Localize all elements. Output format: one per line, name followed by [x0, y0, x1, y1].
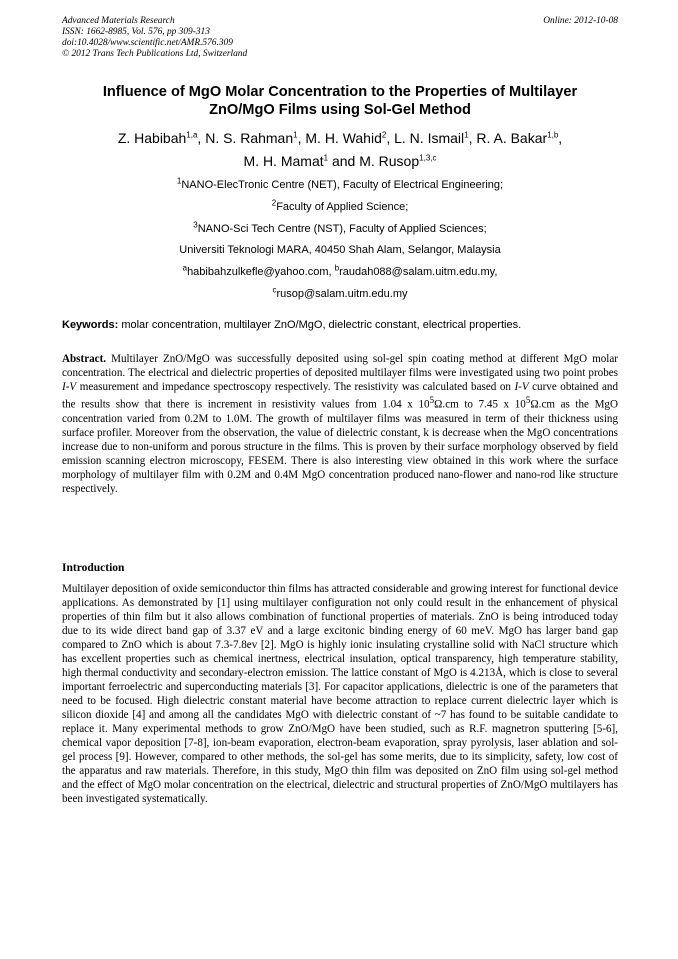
journal-name: Advanced Materials Research: [62, 16, 175, 26]
online-date: Online: 2012-10-08: [543, 16, 618, 26]
author-name: R. A. Bakar: [476, 130, 548, 146]
paper-title: [62, 83, 618, 119]
abstract-text: Multilayer ZnO/MgO was successfully deposited using sol-gel spin coating method at different MgO molar concentration. The electrical and dielectric properties of deposited multilayer films were investigated using two point probes: [62, 353, 618, 379]
author-name: L. N. Ismail: [394, 130, 465, 146]
abstract-iv: I-V: [514, 381, 529, 393]
email-mark: b: [334, 263, 340, 273]
abstract: [62, 352, 618, 496]
author-affil-mark: 1: [293, 130, 298, 140]
author-name: M. H. Mamat: [243, 153, 324, 169]
title-line-2: ZnO/MgO Films using Sol-Gel Method: [209, 102, 471, 118]
author-affil-mark: 1: [323, 153, 329, 163]
email-mark: a: [182, 263, 188, 273]
abstract-iv: I-V: [62, 381, 77, 393]
abstract-text: measurement and impedance spectroscopy respectively. The resistivity was calculated based on: [79, 381, 511, 393]
abstract-text: curve obtained and the results show that there is increment in resistivity values from 1.04 x 10: [62, 381, 618, 411]
email-mark: c: [272, 285, 277, 295]
exponent: 5: [525, 396, 531, 406]
abstract-text: Ω.cm to 7.45 x 10: [434, 398, 526, 411]
affil-text: Faculty of Applied Science;: [276, 200, 409, 213]
affiliation-3: [62, 219, 618, 241]
email-line-1: [62, 262, 618, 284]
author-list: Z. Habibah$^{1,a}$, N. S. Rahman$^1$, M. H. Wahid$^2$, L. N. Ismail$^1$, R. A. Bakar$^{1,b}$, M. H. Mamat$^1$ and M. Rusop$^{1,3,c}$: [117, 130, 563, 169]
keywords-text: molar concentration, multilayer ZnO/MgO, dielectric constant, electrical properties.: [121, 319, 522, 331]
affil-mark: 2: [271, 198, 277, 208]
author-name: M. Rusop: [359, 153, 420, 169]
author-name: N. S. Rahman: [205, 130, 294, 146]
author-and: and: [331, 153, 356, 169]
author-affil-mark: 1,a: [186, 130, 198, 140]
introduction-body: [62, 582, 618, 806]
email-link[interactable]: raudah088@salam.uitm.edu.my,: [339, 266, 498, 279]
author-affil-mark: 1: [464, 130, 469, 140]
affiliations: [62, 175, 618, 306]
email-link[interactable]: rusop@salam.uitm.edu.my: [276, 287, 408, 300]
affil-mark: 1: [176, 176, 182, 186]
author-affil-mark: 1,3,c: [419, 153, 437, 163]
journal-issn: ISSN: 1662-8985, Vol. 576, pp 309-313: [62, 27, 210, 37]
title-line-1: Influence of MgO Molar Concentration to the Properties of Multilayer: [102, 84, 578, 100]
abstract-label: Abstract.: [62, 353, 107, 365]
affil-text: NANO-ElecTronic Centre (NET), Faculty of Electrical Engineering;: [181, 179, 504, 191]
author-affil-mark: 1,b: [547, 130, 559, 140]
keywords-label: Keywords:: [62, 319, 119, 331]
journal-copyright: © 2012 Trans Tech Publications Ltd, Switzerland: [62, 49, 248, 59]
journal-doi: doi:10.4028/www.scientific.net/AMR.576.309: [62, 38, 233, 48]
introduction-paragraph: Multilayer deposition of oxide semiconductor thin films has attracted considerable and growing interest for functional device applications. As demonstrated by [1] using multilayer configuration not only could result in the enhancement of physical properties of thin film but it also allows combination of functional properties of materials. ZnO is being introduced today due to its wide direct band gap of 3.37 eV and a large excitonic binding energy of 60 meV. MgO has larger band gap compared to ZnO which is about 7.3-7.8ev [2]. MgO is highly ionic insulating crystalline solid with NaCl structure which has excellent properties such as chemical inertness, electrical insulation, optical transparency, high temperature stability, high thermal conductivity and secondary-electron emission. The lattice constant of MgO is 4.213Å, which is close to several important ferroelectric and superconducting materials [3]. For capacitor applications, dielectric is one of the parameters that need to be focused. High dielectric constant material have become attraction to replace current dielectric layer which is silicon dioxide [4] and among all the candidates MgO with dielectric constant of ~7 has found to be suitable candidate to replace it. Many experimental methods to grow ZnO/MgO have been studied, such as R.F. magnetron sputtering [5-6], chemical vapor deposition [7-8], ion-beam evaporation, electron-beam evaporation, spray pyrolysis, laser ablation and sol-gel process [9]. However, compared to other methods, the sol-gel has some merits, due to its simplicity, safety, low cost of the apparatus and raw materials. Therefore, in this study, MgO thin film was deposited on ZnO film using sol-gel method and the effect of MgO molar concentration on the electrical, dielectric and structural properties of ZnO/MgO multilayers has been investigated systematically.: [62, 583, 618, 805]
keywords: [62, 318, 618, 332]
affiliation-university: Universiti Teknologi MARA, 40450 Shah Alam, Selangor, Malaysia: [179, 244, 501, 257]
abstract-text: Ω.cm as the MgO concentration varied from 0.2M to 1.0M. The growth of multilayer films was measured in term of their thickness using surface profiler. Moreover from the observation, the value of dielectric constant, k is decrease when the MgO concentrations increase due to non-uniform and porous structure in the films. This is proven by their surface morphology observed by field emission scanning electron microscopy, FESEM. There is also interesting view obtained in this work where the surface morphology of multilayer film with 0.2M and 0.4M MgO concentration produced nano-flower and nano-rod like structure respectively.: [62, 398, 618, 495]
affil-mark: 3: [193, 219, 198, 229]
author-name: M. H. Wahid: [305, 130, 382, 146]
email-link[interactable]: habibahzulkefle@yahoo.com,: [187, 266, 332, 279]
exponent: 5: [429, 396, 435, 406]
journal-header: [62, 16, 618, 60]
author-name: Z. Habibah: [117, 130, 187, 146]
email-line-2: [62, 284, 618, 306]
section-heading-introduction: Introduction: [62, 562, 125, 574]
affil-text: NANO-Sci Tech Centre (NST), Faculty of Applied Sciences;: [197, 222, 487, 235]
author-affil-mark: 2: [381, 130, 387, 140]
affiliation-1: [62, 175, 618, 197]
affiliation-2: [62, 197, 618, 219]
